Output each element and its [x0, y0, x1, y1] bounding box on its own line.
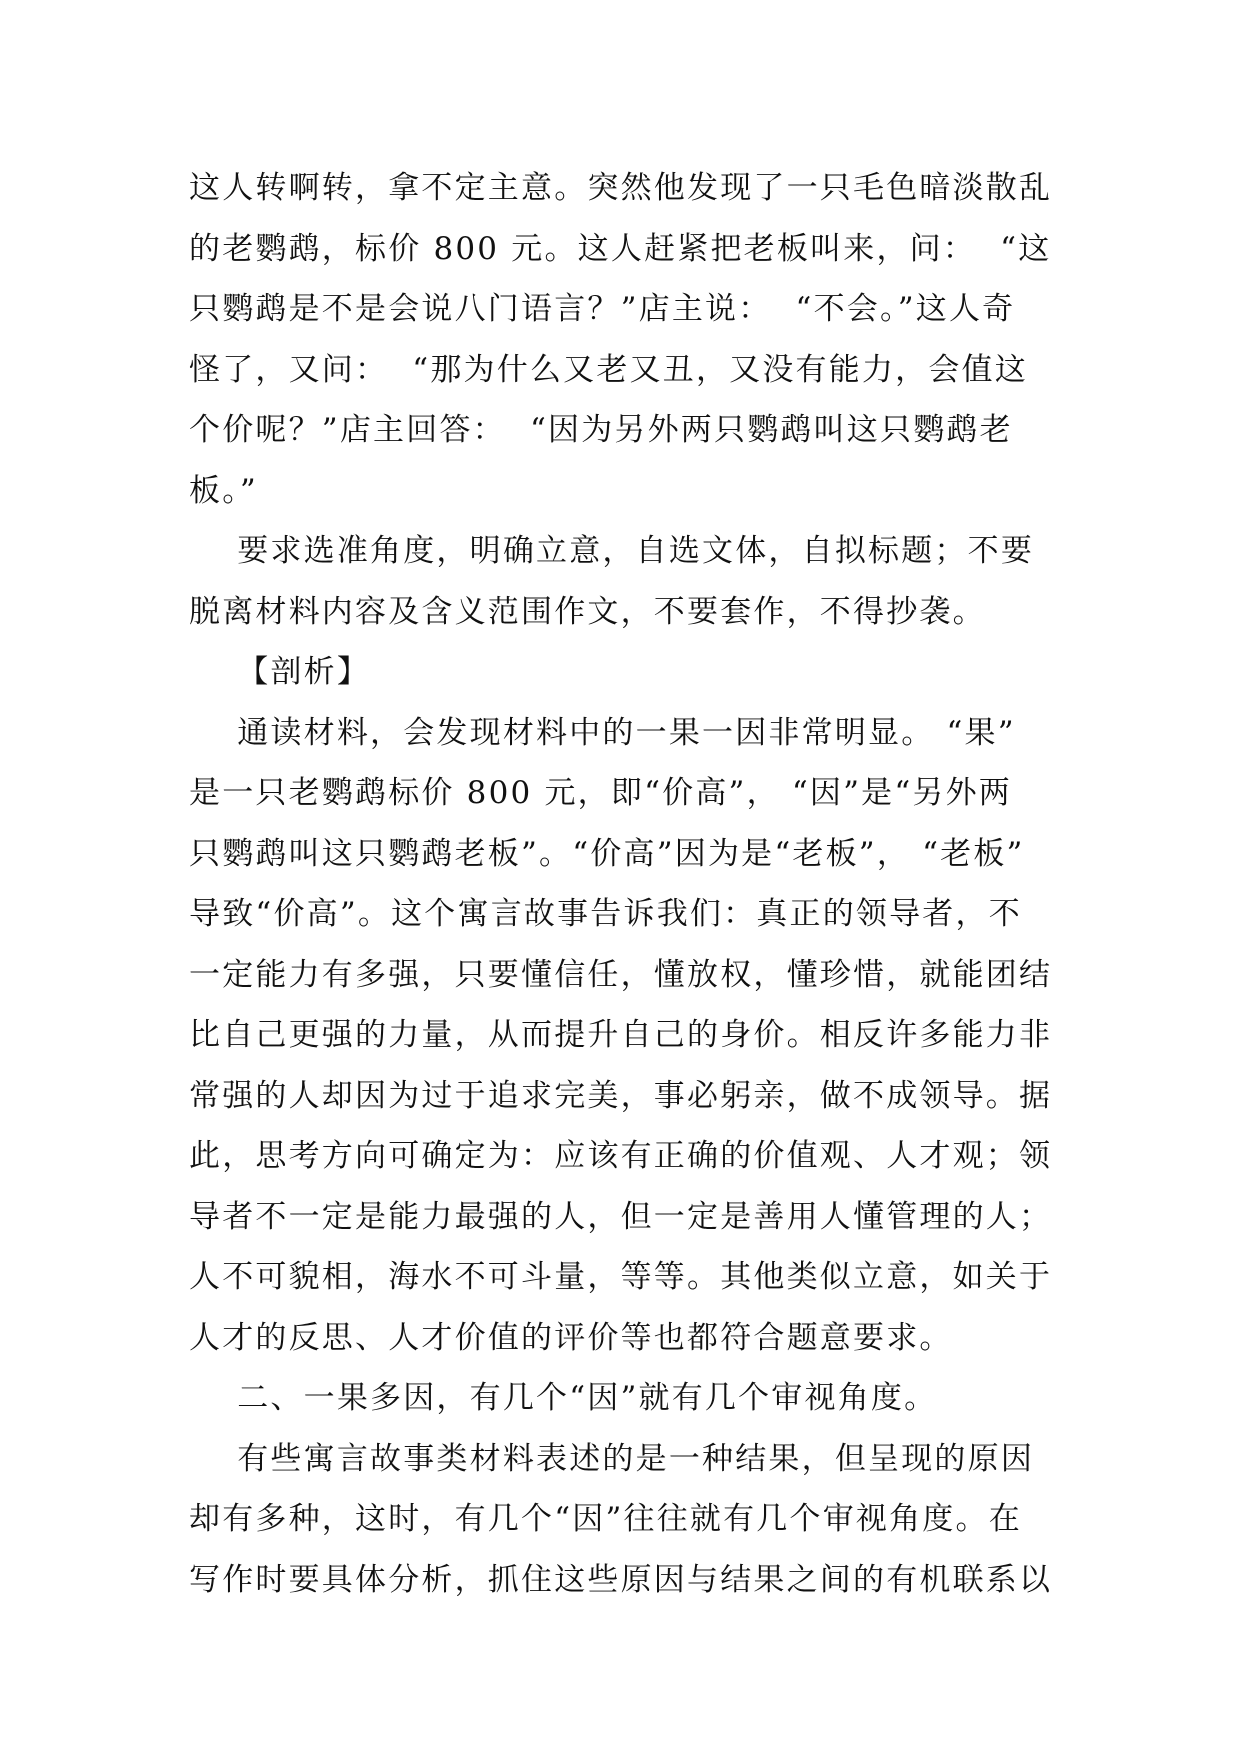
text-line: 有些寓言故事类材料表述的是一种结果，但呈现的原因 [189, 1440, 1035, 1477]
text-line: 只鹦鹉是不是会说八门语言？”店主说： “不会。”这人奇 [189, 291, 1016, 327]
body-text [189, 158, 1069, 1610]
text-line: 却有多种，这时，有几个“因”往往就有几个审视角度。在 [189, 1501, 1022, 1537]
section-heading: 【剖析】 [189, 654, 371, 690]
text-line: 通读材料，会发现材料中的一果一因非常明显。 “果” [189, 714, 1016, 751]
text-line: 这人转啊转，拿不定主意。突然他发现了一只毛色暗淡散乱 [189, 170, 1053, 206]
text-line: 的老鹦鹉，标价 800 元。这人赶紧把老板叫来，问： “这 [189, 230, 1052, 267]
text-line: 只鹦鹉叫这只鹦鹉老板”。“价高”因为是“老板”， “老板” [189, 835, 1025, 872]
text-line: 比自己更强的力量，从而提升自己的身价。相反许多能力非 [189, 1017, 1053, 1053]
text-line: 此，思考方向可确定为：应该有正确的价值观、人才观；领 [189, 1138, 1053, 1174]
text-line: 导者不一定是能力最强的人，但一定是善用人懂管理的人； [189, 1198, 1053, 1235]
text-line: 人不可貌相，海水不可斗量，等等。其他类似立意，如关于 [189, 1259, 1053, 1295]
text-line: 怪了，又问： “那为什么又老又丑，又没有能力，会值这 [189, 351, 1028, 388]
text-line: 是一只老鹦鹉标价 800 元，即“价高”， “因”是“另外两 [189, 775, 1012, 811]
section-heading: 二、一果多因，有几个“因”就有几个审视角度。 [189, 1380, 938, 1416]
text-line: 个价呢？”店主回答： “因为另外两只鹦鹉叫这只鹦鹉老 [189, 412, 1013, 448]
text-line: 写作时要具体分析，抓住这些原因与结果之间的有机联系以 [189, 1561, 1053, 1598]
text-line: 导致“价高”。这个寓言故事告诉我们：真正的领导者，不 [189, 896, 1022, 932]
text-line: 人才的反思、人才价值的评价等也都符合题意要求。 [189, 1319, 953, 1356]
text-line: 要求选准角度，明确立意，自选文体，自拟标题；不要 [189, 533, 1035, 569]
text-line: 板。” [189, 472, 258, 509]
text-line: 脱离材料内容及含义范围作文，不要套作，不得抄袭。 [189, 593, 986, 630]
text-line: 一定能力有多强，只要懂信任，懂放权，懂珍惜，就能团结 [189, 956, 1053, 993]
text-line: 常强的人却因为过于追求完美，事必躬亲，做不成领导。据 [189, 1077, 1053, 1114]
